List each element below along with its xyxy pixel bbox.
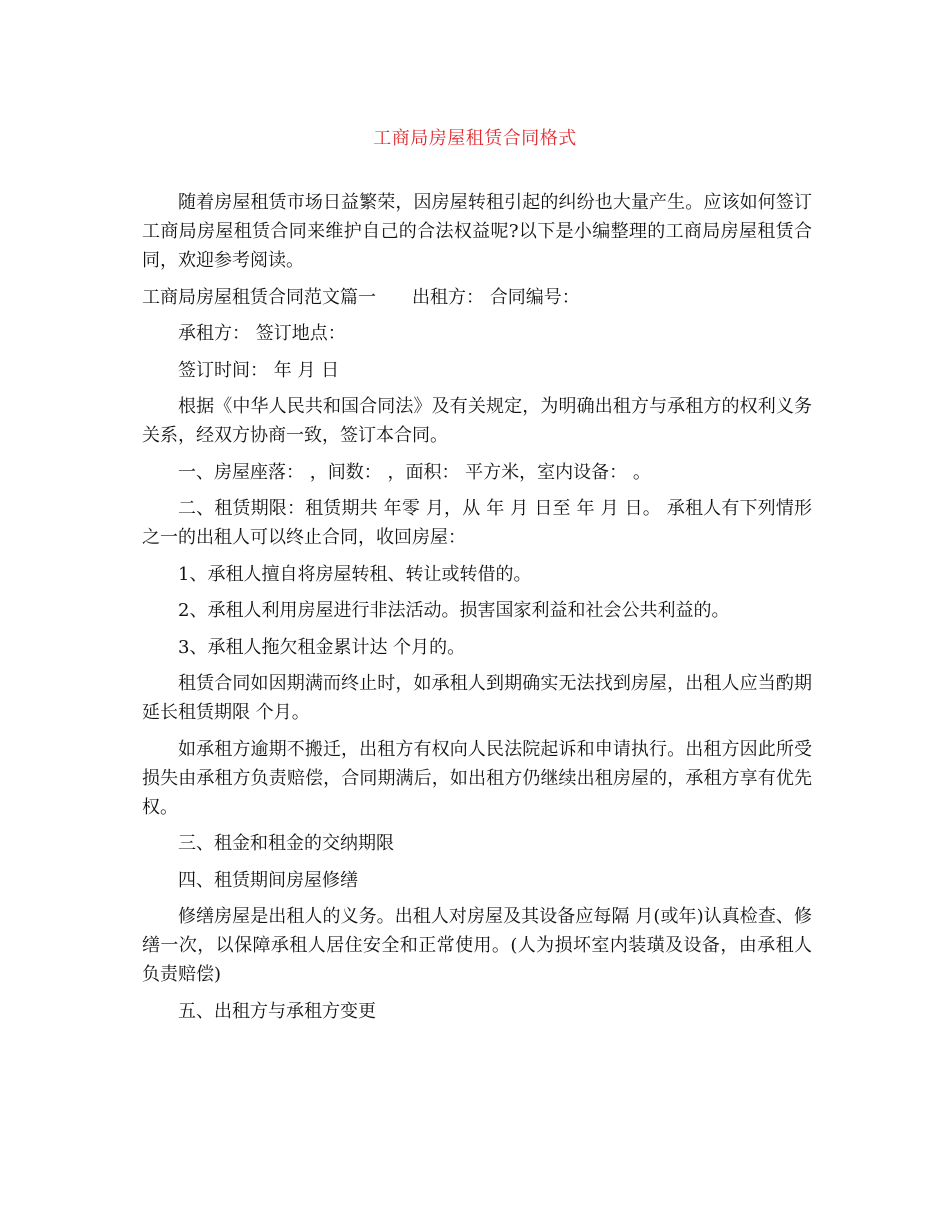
contract-header-line: 工商局房屋租赁合同范文篇一 出租方： 合同编号： — [142, 286, 580, 308]
lessee-line: 承租方： 签订地点： — [178, 323, 346, 344]
document-title: 工商局房屋租赁合同格式 — [373, 128, 577, 149]
clause-3-rent: 三、租金和租金的交纳期限 — [178, 833, 394, 854]
clause-2-term: 二、租赁期限：租赁期共 年零 月，从 年 月 日至 年 月 日。 承租人有下列情形之一的出租人可以终止合同，收回房屋： — [142, 498, 812, 548]
expiry-paragraph: 租赁合同如因期满而终止时，如承租人到期确实无法找到房屋，出租人应当酌期延长租赁期限 个月。 — [142, 673, 812, 723]
signing-date-line: 签订时间： 年 月 日 — [178, 359, 340, 381]
document-body — [142, 188, 812, 1033]
clause-1-location: 一、房屋座落： ，间数： ，面积： 平方米，室内设备： 。 — [178, 461, 651, 483]
termination-item-2: 2、承租人利用房屋进行非法活动。损害国家利益和社会公共利益的。 — [178, 600, 730, 621]
overdue-paragraph: 如承租方逾期不搬迁，出租方有权向人民法院起诉和申请执行。出租方因此所受损失由承租方负责赔偿，合同期满后，如出租方仍继续出租房屋的，承租方享有优先权。 — [142, 738, 812, 818]
clause-4-repairs: 四、租赁期间房屋修缮 — [178, 869, 358, 891]
repairs-paragraph: 修缮房屋是出租人的义务。出租人对房屋及其设备应每隔 月(或年)认真检查、修缮一次，以保障承租人居住安全和正常使用。(人为损坏室内装璜及设备，由承租人负责赔偿) — [142, 906, 812, 985]
basis-paragraph: 根据《中华人民共和国合同法》及有关规定，为明确出租方与承租方的权利义务关系，经双方协商一致，签订本合同。 — [142, 396, 812, 446]
intro-paragraph: 随着房屋租赁市场日益繁荣，因房屋转租引起的纠纷也大量产生。应该如何签订工商局房屋租赁合同来维护自己的合法权益呢?以下是小编整理的工商局房屋租赁合同，欢迎参考阅读。 — [142, 192, 812, 271]
termination-item-3: 3、承租人拖欠租金累计达 个月的。 — [178, 636, 466, 658]
clause-5-changes: 五、出租方与承租方变更 — [178, 1000, 376, 1022]
termination-item-1: 1、承租人擅自将房屋转租、转让或转借的。 — [178, 563, 532, 585]
